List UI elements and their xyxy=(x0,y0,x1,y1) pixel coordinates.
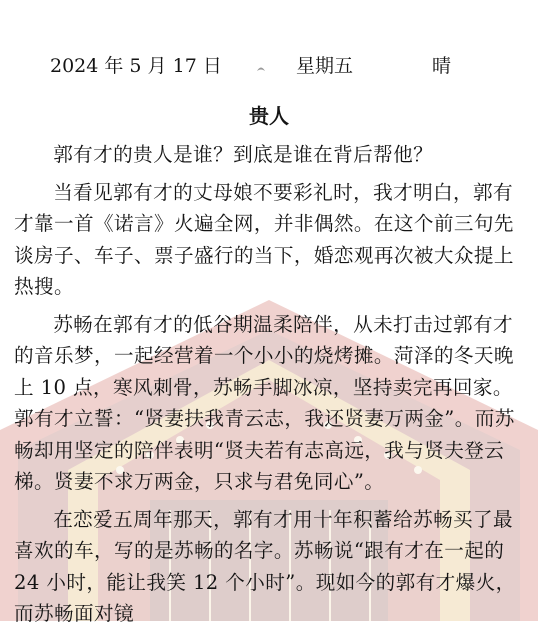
paragraph: 在恋爱五周年那天，郭有才用十年积蓄给苏畅买了最喜欢的车，写的是苏畅的名字。苏畅说“跟有才在一起的 24 小时，能让我笑 12 个小时”。现如今的郭有才爆火，而苏畅面对镜 xyxy=(14,507,516,625)
diary-header xyxy=(50,52,520,80)
weekday-text: 星期五 xyxy=(296,55,354,77)
article-title: 贵人 xyxy=(249,104,289,128)
date-text: 2024 年 5 月 17 日 xyxy=(50,55,222,77)
paragraph: 郭有才的贵人是谁？到底是谁在背后帮他？ xyxy=(53,143,434,166)
paragraph: 当看见郭有才的丈母娘不要彩礼时，我才明白，郭有才靠一首《诺言》火遍全网，并非偶然。在这个前三句先谈房子、车子、票子盛行的当下，婚恋观再次被大众提上热搜。 xyxy=(14,180,514,298)
weather-text: 晴 xyxy=(432,55,452,77)
ink-mark-icon xyxy=(256,64,266,72)
paragraph: 苏畅在郭有才的低谷期温柔陪伴，从未打击过郭有才的音乐梦，一起经营着一个小小的烧烤摊。菏泽的冬天晚上 10 点，寒风刺骨，苏畅手脚冰凉，坚持卖完再回家。郭有才立誓：“贤妻扶我青云志，我还贤妻万两金”。而苏畅却用坚定的陪伴表明“贤夫若有志高远，我与贤夫登云梯。贤妻不求万两金，只求与君免同心”。 xyxy=(14,312,515,493)
article-body xyxy=(14,139,530,636)
